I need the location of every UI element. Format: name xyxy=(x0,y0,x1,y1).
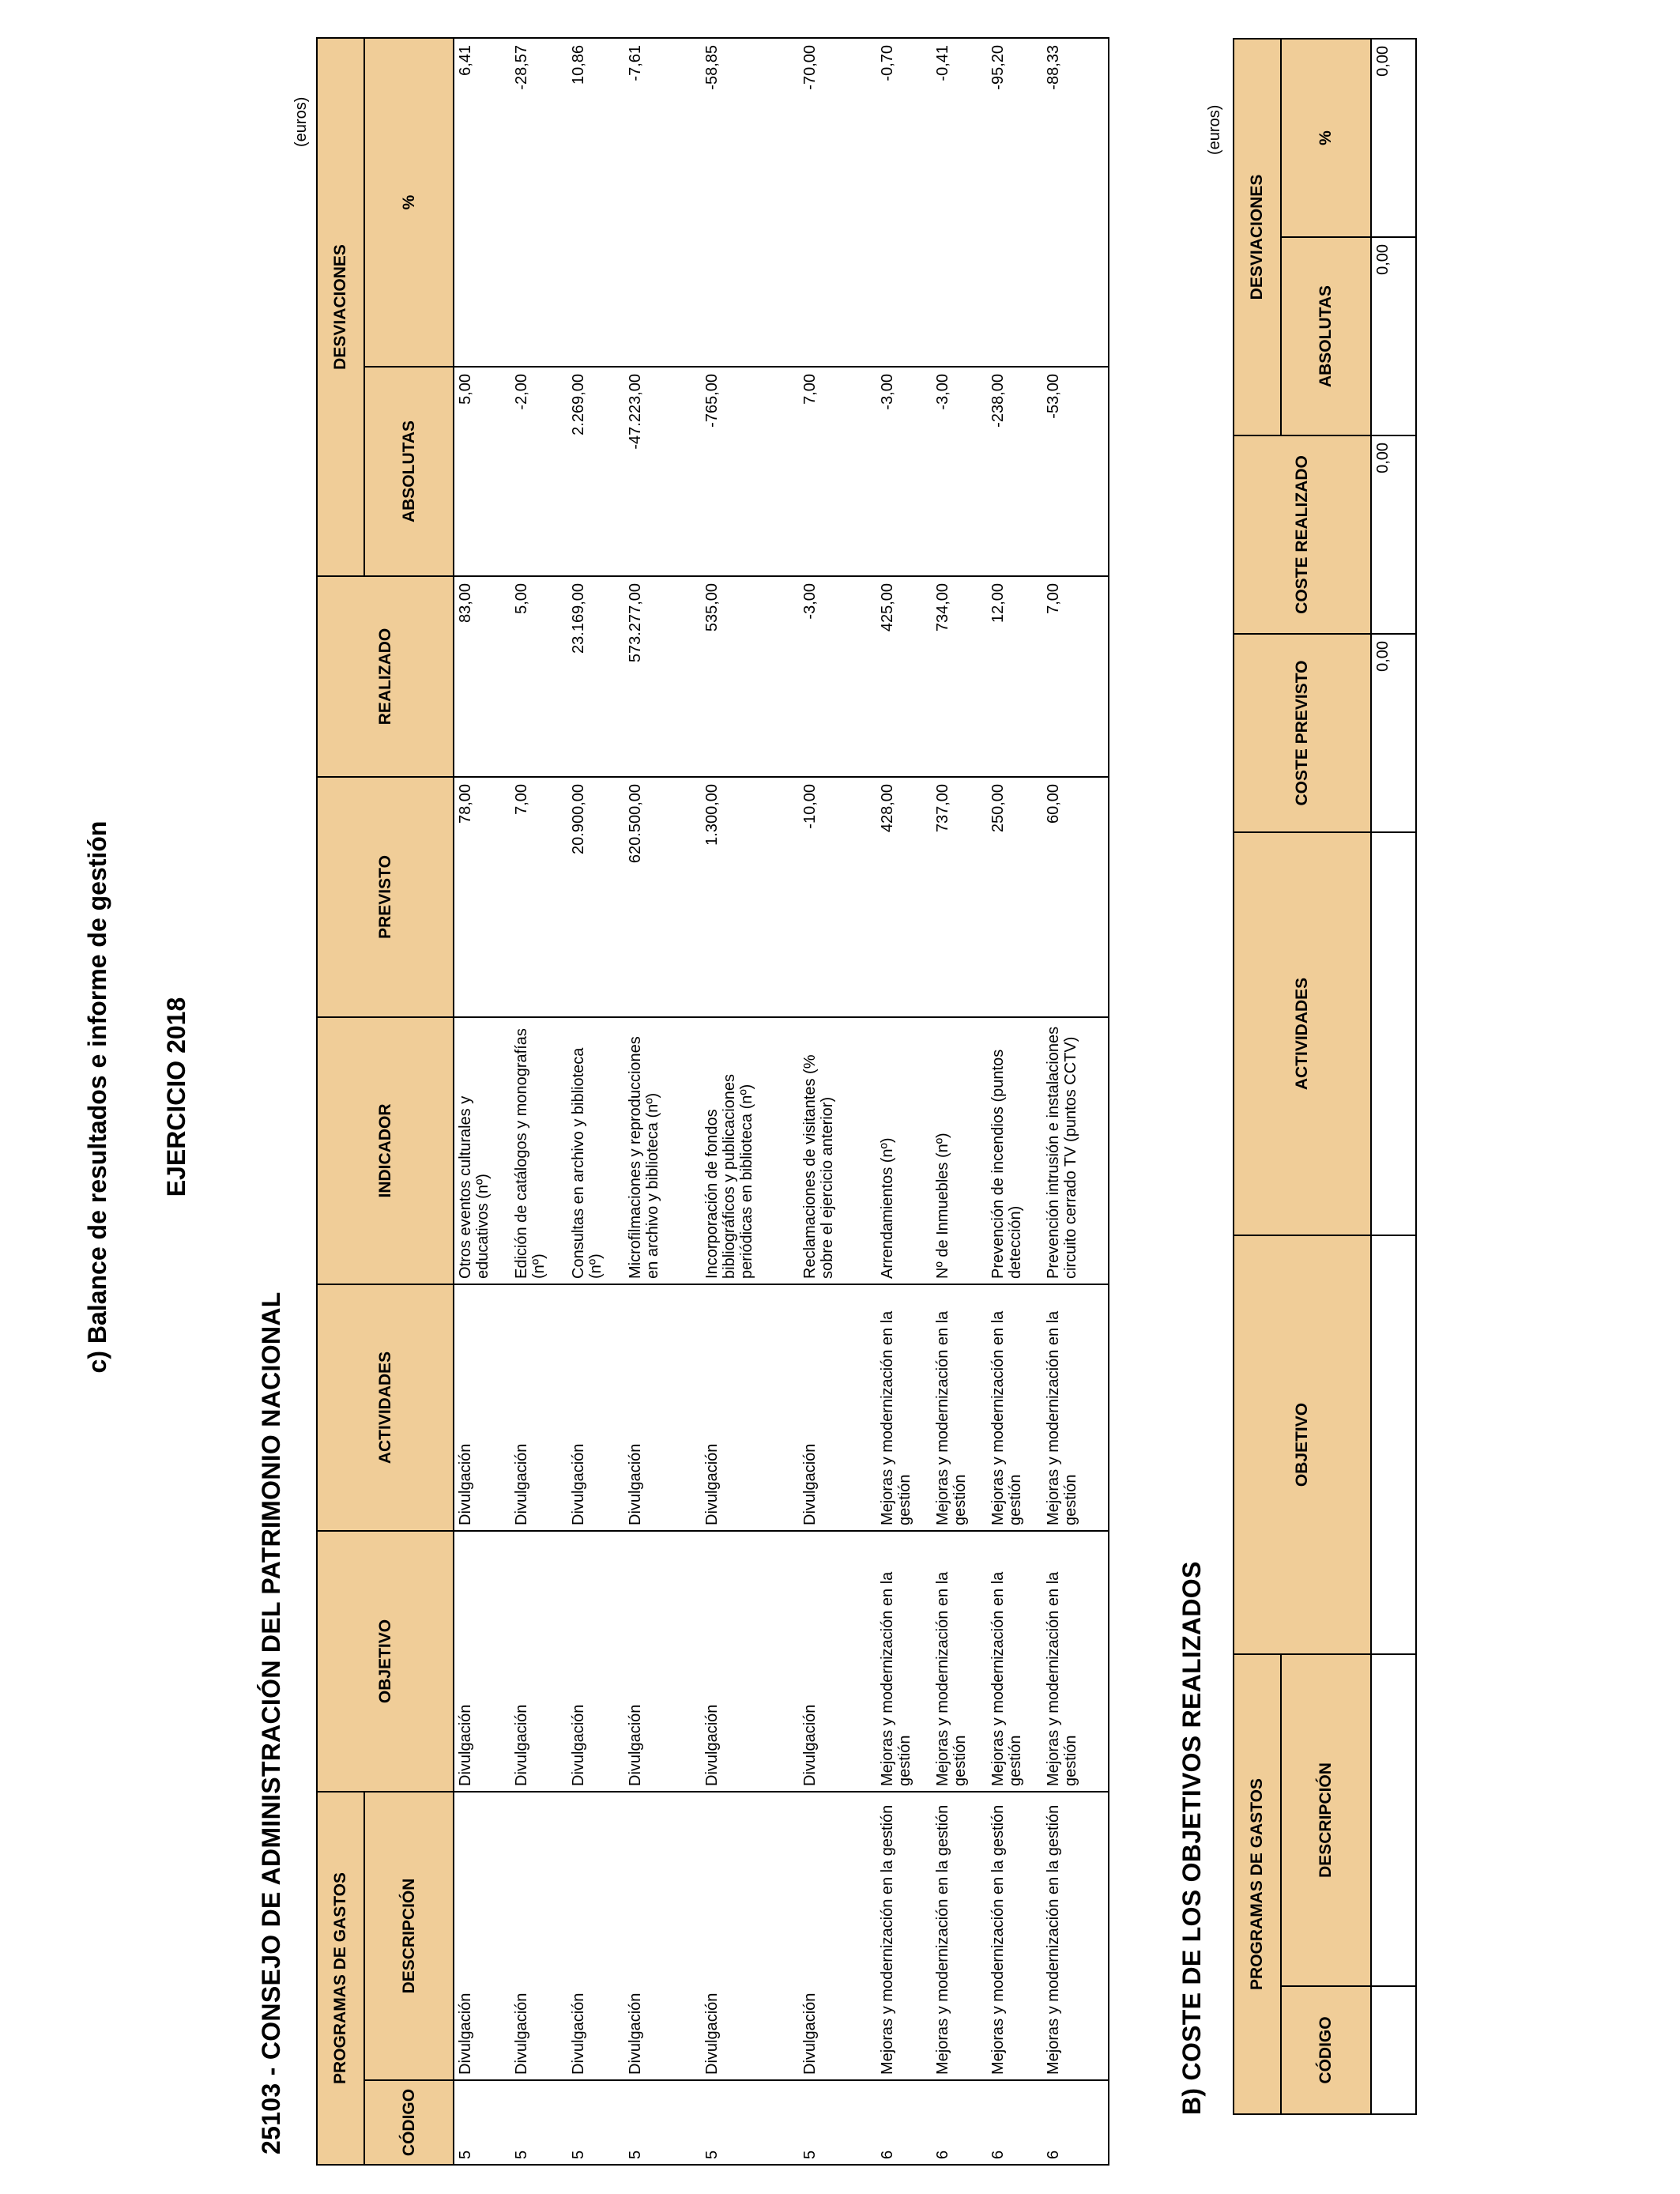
absolutas-cell: -765,00 xyxy=(701,367,799,576)
previsto-cell: 428,00 xyxy=(876,777,932,1017)
actividades-cell: Divulgación xyxy=(799,1284,876,1531)
pct-cell: -28,57 xyxy=(510,38,567,367)
absolutas-cell: -47.223,00 xyxy=(624,367,701,576)
descripcion-cell: Divulgación xyxy=(567,1792,624,2080)
realizado-cell: 23.169,00 xyxy=(567,576,624,777)
objetivo-cell: Mejoras y modernización en la gestión xyxy=(932,1531,987,1792)
cost-pct-cell: 0,00 xyxy=(1371,39,1416,237)
actividades-cell: Divulgación xyxy=(510,1284,567,1531)
coste-realizado-cell: 0,00 xyxy=(1371,435,1416,634)
exercise-title: EJERCICIO 2018 xyxy=(162,997,190,1197)
pct-cell: 6,41 xyxy=(454,38,510,367)
codigo-cell: 6 xyxy=(876,2080,932,2165)
programas-header: PROGRAMAS DE GASTOS xyxy=(317,1792,364,2165)
table-row xyxy=(799,38,876,2165)
indicador-cell: Consultas en archivo y biblioteca (nº) xyxy=(567,1017,624,1284)
objetivo-cell: Mejoras y modernización en la gestión xyxy=(1042,1531,1109,1792)
absolutas-cell: 2.269,00 xyxy=(567,367,624,576)
cost-objetivo-header: OBJETIVO xyxy=(1234,1235,1371,1654)
coste-realizado-header: COSTE REALIZADO xyxy=(1234,435,1371,634)
pct-cell: -0,70 xyxy=(876,38,932,367)
pct-cell: -7,61 xyxy=(624,38,701,367)
descripcion-cell: Divulgación xyxy=(799,1792,876,2080)
previsto-cell: -10,00 xyxy=(799,777,876,1017)
cost-programas-header: PROGRAMAS DE GASTOS xyxy=(1234,1654,1281,2114)
results-table xyxy=(316,37,1109,2166)
pct-header: % xyxy=(364,38,454,367)
indicador-cell: Otros eventos culturales y educativos (nº) xyxy=(454,1017,510,1284)
indicador-cell: Prevención de incendios (puntos detección) xyxy=(987,1017,1042,1284)
objetivo-cell: Divulgación xyxy=(624,1531,701,1792)
previsto-cell: 78,00 xyxy=(454,777,510,1017)
table-row xyxy=(567,38,624,2165)
descripcion-cell: Mejoras y modernización en la gestión xyxy=(876,1792,932,2080)
actividades-cell: Divulgación xyxy=(454,1284,510,1531)
table-row xyxy=(876,38,932,2165)
objetivo-cell: Divulgación xyxy=(510,1531,567,1792)
indicador-cell: Edición de catálogos y monografías (nº) xyxy=(510,1017,567,1284)
objetivo-cell: Mejoras y modernización en la gestión xyxy=(876,1531,932,1792)
objetivo-cell: Divulgación xyxy=(799,1531,876,1792)
absolutas-header: ABSOLUTAS xyxy=(364,367,454,576)
table-row xyxy=(1042,38,1109,2165)
absolutas-cell: -238,00 xyxy=(987,367,1042,576)
actividades-cell: Mejoras y modernización en la gestión xyxy=(876,1284,932,1531)
table-row xyxy=(624,38,701,2165)
pct-cell: -95,20 xyxy=(987,38,1042,367)
codigo-cell: 6 xyxy=(1042,2080,1109,2165)
realizado-cell: 573.277,00 xyxy=(624,576,701,777)
previsto-cell: 20.900,00 xyxy=(567,777,624,1017)
report-title: c) Balance de resultados e informe de gestión xyxy=(83,820,111,1374)
actividades-cell: Divulgación xyxy=(567,1284,624,1531)
absolutas-cell: -53,00 xyxy=(1042,367,1109,576)
actividades-header: ACTIVIDADES xyxy=(317,1284,454,1531)
table-row xyxy=(1371,39,1416,2114)
objetivo-cell: Mejoras y modernización en la gestión xyxy=(987,1531,1042,1792)
descripcion-cell: Mejoras y modernización en la gestión xyxy=(1042,1792,1109,2080)
table-row xyxy=(701,38,799,2165)
codigo-cell: 6 xyxy=(932,2080,987,2165)
realizado-header: REALIZADO xyxy=(317,576,454,777)
cost-codigo-header: CÓDIGO xyxy=(1281,1986,1371,2114)
actividades-cell: Divulgación xyxy=(624,1284,701,1531)
desviaciones-header: DESVIACIONES xyxy=(317,38,364,576)
indicador-header: INDICADOR xyxy=(317,1017,454,1284)
objetivo-cell: Divulgación xyxy=(454,1531,510,1792)
units-label: (euros) xyxy=(292,96,310,147)
cost-pct-header: % xyxy=(1281,39,1371,237)
realizado-cell: 12,00 xyxy=(987,576,1042,777)
codigo-cell: 5 xyxy=(799,2080,876,2165)
cost-objetivo-cell xyxy=(1371,1235,1416,1654)
realizado-cell: 7,00 xyxy=(1042,576,1109,777)
previsto-header: PREVISTO xyxy=(317,777,454,1017)
absolutas-cell: -3,00 xyxy=(876,367,932,576)
table-row xyxy=(932,38,987,2165)
table-row xyxy=(454,38,510,2165)
realizado-cell: 425,00 xyxy=(876,576,932,777)
indicador-cell: Nº de Inmuebles (nº) xyxy=(932,1017,987,1284)
table-row xyxy=(510,38,567,2165)
realizado-cell: 5,00 xyxy=(510,576,567,777)
coste-previsto-cell: 0,00 xyxy=(1371,634,1416,832)
cost-table xyxy=(1233,38,1417,2115)
previsto-cell: 620.500,00 xyxy=(624,777,701,1017)
codigo-cell: 5 xyxy=(567,2080,624,2165)
cost-actividades-header: ACTIVIDADES xyxy=(1234,832,1371,1235)
descripcion-cell: Divulgación xyxy=(624,1792,701,2080)
descripcion-cell: Divulgación xyxy=(701,1792,799,2080)
indicador-cell: Reclamaciones de visitantes (% sobre el ejercicio anterior) xyxy=(799,1017,876,1284)
descripcion-cell: Divulgación xyxy=(510,1792,567,2080)
codigo-cell: 6 xyxy=(987,2080,1042,2165)
table-row xyxy=(987,38,1042,2165)
actividades-cell: Mejoras y modernización en la gestión xyxy=(1042,1284,1109,1531)
actividades-cell: Mejoras y modernización en la gestión xyxy=(932,1284,987,1531)
realizado-cell: 83,00 xyxy=(454,576,510,777)
pct-cell: -88,33 xyxy=(1042,38,1109,367)
actividades-cell: Mejoras y modernización en la gestión xyxy=(987,1284,1042,1531)
cost-actividades-cell xyxy=(1371,832,1416,1235)
cost-absolutas-header: ABSOLUTAS xyxy=(1281,237,1371,435)
previsto-cell: 60,00 xyxy=(1042,777,1109,1017)
indicador-cell: Microfilmaciones y reproducciones en archivo y biblioteca (nº) xyxy=(624,1017,701,1284)
descripcion-header: DESCRIPCIÓN xyxy=(364,1792,454,2080)
cost-absolutas-cell: 0,00 xyxy=(1371,237,1416,435)
codigo-cell: 5 xyxy=(454,2080,510,2165)
indicador-cell: Incorporación de fondos bibliográficos y publicaciones periódicas en biblioteca (nº) xyxy=(701,1017,799,1284)
coste-previsto-header: COSTE PREVISTO xyxy=(1234,634,1371,832)
cost-desviaciones-header: DESVIACIONES xyxy=(1234,39,1281,435)
indicador-cell: Arrendamientos (nº) xyxy=(876,1017,932,1284)
descripcion-cell: Mejoras y modernización en la gestión xyxy=(932,1792,987,2080)
previsto-cell: 250,00 xyxy=(987,777,1042,1017)
descripcion-cell: Mejoras y modernización en la gestión xyxy=(987,1792,1042,2080)
actividades-cell: Divulgación xyxy=(701,1284,799,1531)
objetivo-cell: Divulgación xyxy=(567,1531,624,1792)
cost-descripcion-cell xyxy=(1371,1654,1416,1986)
previsto-cell: 1.300,00 xyxy=(701,777,799,1017)
previsto-cell: 737,00 xyxy=(932,777,987,1017)
codigo-cell: 5 xyxy=(701,2080,799,2165)
pct-cell: -58,85 xyxy=(701,38,799,367)
indicador-cell: Prevención intrusión e instalaciones circuito cerrado TV (puntos CCTV) xyxy=(1042,1017,1109,1284)
pct-cell: 10,86 xyxy=(567,38,624,367)
objetivo-cell: Divulgación xyxy=(701,1531,799,1792)
descripcion-cell: Divulgación xyxy=(454,1792,510,2080)
realizado-cell: 734,00 xyxy=(932,576,987,777)
absolutas-cell: -2,00 xyxy=(510,367,567,576)
organism-heading: 25103 - CONSEJO DE ADMINISTRACIÓN DEL PATRIMONIO NACIONAL xyxy=(257,1291,285,2154)
cost-section-heading: B) COSTE DE LOS OBJETIVOS REALIZADOS xyxy=(1177,1561,1206,2115)
objetivo-header: OBJETIVO xyxy=(317,1531,454,1792)
cost-units-label: (euros) xyxy=(1206,104,1223,155)
codigo-header: CÓDIGO xyxy=(364,2080,454,2165)
cost-codigo-cell xyxy=(1371,1986,1416,2114)
previsto-cell: 7,00 xyxy=(510,777,567,1017)
cost-descripcion-header: DESCRIPCIÓN xyxy=(1281,1654,1371,1986)
realizado-cell: -3,00 xyxy=(799,576,876,777)
pct-cell: -70,00 xyxy=(799,38,876,367)
absolutas-cell: 5,00 xyxy=(454,367,510,576)
pct-cell: -0,41 xyxy=(932,38,987,367)
codigo-cell: 5 xyxy=(510,2080,567,2165)
realizado-cell: 535,00 xyxy=(701,576,799,777)
absolutas-cell: 7,00 xyxy=(799,367,876,576)
absolutas-cell: -3,00 xyxy=(932,367,987,576)
codigo-cell: 5 xyxy=(624,2080,701,2165)
